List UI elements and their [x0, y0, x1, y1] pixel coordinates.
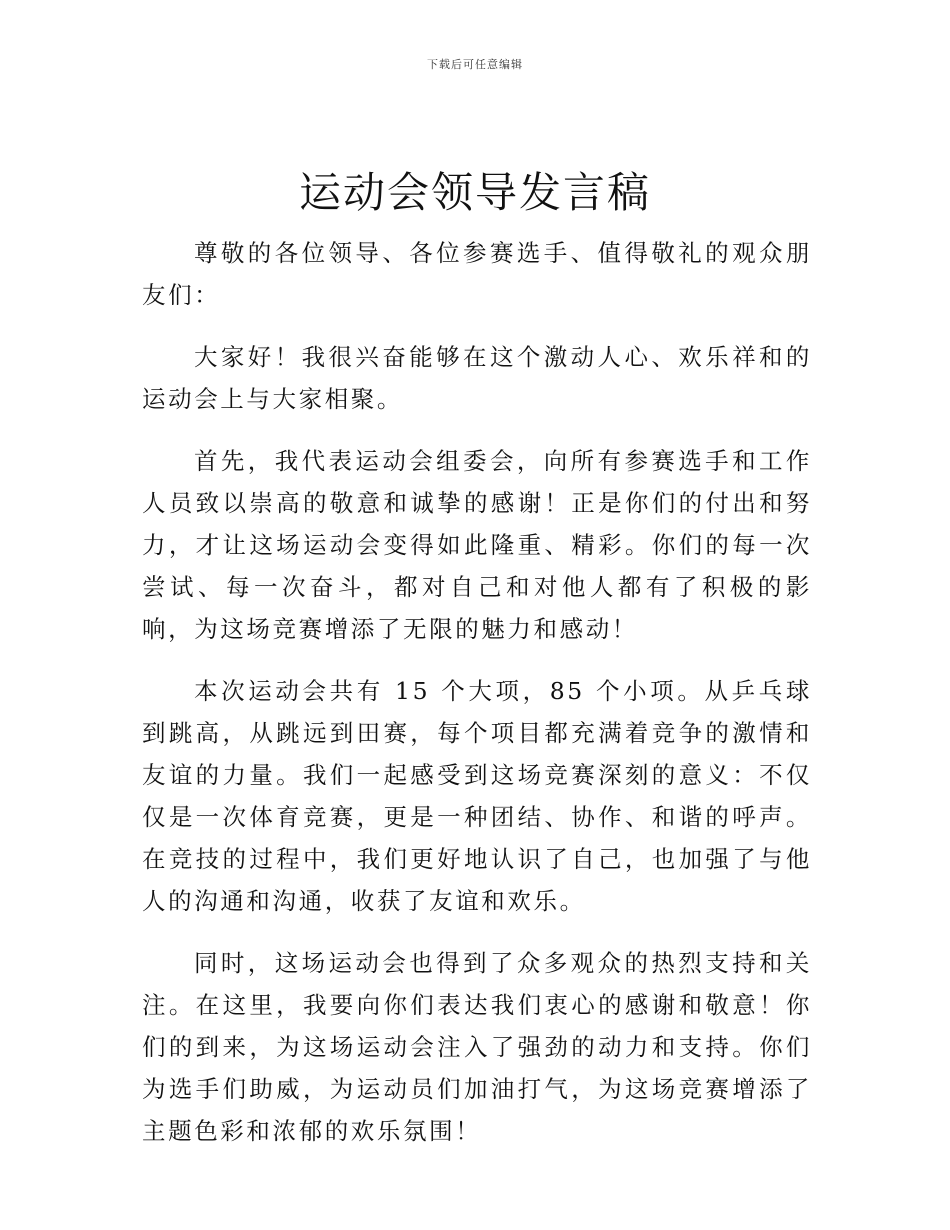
paragraph-welcome: 大家好！我很兴奋能够在这个激动人心、欢乐祥和的运动会上与大家相聚。 [142, 343, 812, 413]
document-title: 运动会领导发言稿 [298, 168, 651, 217]
paragraph-thanks-audience: 同时，这场运动会也得到了众多观众的热烈支持和关注。在这里，我要向你们表达我们衷心的感谢和敬意！你们的到来，为这场运动会注入了强劲的动力和支持。你们为选手们助威，为运动员们加油打气，为这场竞赛增添了主题色彩和浓郁的欢乐氛围！ [142, 949, 812, 1145]
paragraph-greeting: 尊敬的各位领导、各位参赛选手、值得敬礼的观众朋友们： [142, 239, 812, 309]
paragraph-thanks-participants: 首先，我代表运动会组委会，向所有参赛选手和工作人员致以崇高的敬意和诚挚的感谢！正是你们的付出和努力，才让这场运动会变得如此隆重、精彩。你们的每一次尝试、每一次奋斗，都对自己和对他人都有了积极的影响，为这场竞赛增添了无限的魅力和感动！ [142, 447, 812, 643]
download-edit-note: 下载后可任意编辑 [427, 58, 523, 71]
paragraph-event-overview: 本次运动会共有 15 个大项，85 个小项。从乒乓球到跳高，从跳远到田赛，每个项目都充满着竞争的激情和友谊的力量。我们一起感受到这场竞赛深刻的意义：不仅仅是一次体育竞赛，更是一种团结、协作、和谐的呼声。在竞技的过程中，我们更好地认识了自己，也加强了与他人的沟通和沟通，收获了友谊和欢乐。 [142, 677, 812, 915]
document-body [142, 232, 812, 1172]
